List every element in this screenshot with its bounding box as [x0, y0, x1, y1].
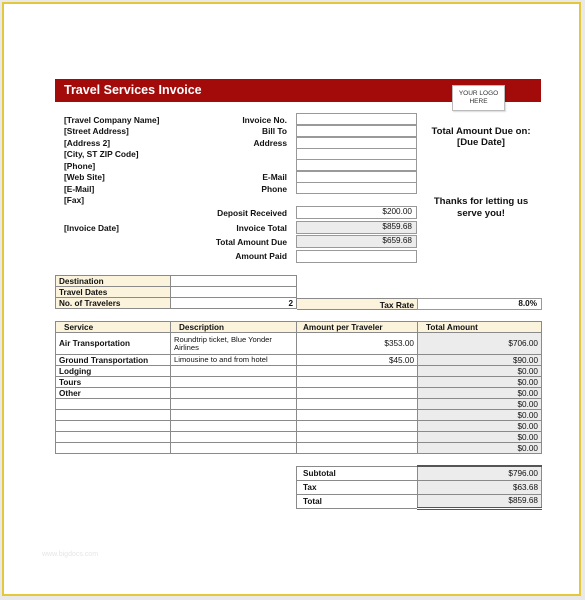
amount-due-label: Total Amount Due on:: [431, 126, 531, 137]
logo-placeholder: [452, 85, 505, 111]
thanks-line-2: serve you!: [457, 208, 505, 219]
invoice-total-value: $859.68: [296, 221, 417, 234]
travelers-field[interactable]: 2: [171, 298, 297, 309]
due-date: [Due Date]: [457, 137, 505, 148]
header-total-amount: Total Amount: [418, 322, 542, 333]
row-description[interactable]: [171, 421, 297, 432]
row-total-amount: $0.00: [418, 366, 542, 377]
table-row: [56, 377, 542, 388]
thanks-line-1: Thanks for letting us: [433, 196, 529, 207]
amount-paid-value[interactable]: [296, 250, 417, 263]
title-bar: [55, 79, 541, 105]
row-description[interactable]: [171, 399, 297, 410]
label-amount-paid: Amount Paid: [235, 251, 287, 261]
trip-table: [55, 275, 297, 309]
row-service: [56, 410, 171, 421]
label-phone: Phone: [261, 184, 287, 194]
row-amount-per-traveler[interactable]: [297, 410, 418, 421]
table-row: [56, 399, 542, 410]
destination-label: Destination: [56, 276, 171, 287]
travel-dates-field[interactable]: [171, 287, 297, 298]
company-website: [Web Site]: [64, 172, 105, 182]
header-description: Description: [171, 322, 297, 333]
label-bill-to: Bill To: [262, 126, 287, 136]
label-email: E-Mail: [262, 172, 287, 182]
label-deposit: Deposit Received: [217, 208, 287, 218]
totals-table: [296, 465, 542, 510]
row-description[interactable]: Roundtrip ticket, Blue Yonder Airlines: [171, 333, 297, 355]
label-invoice-total: Invoice Total: [236, 223, 287, 233]
invoice-date: [Invoice Date]: [64, 223, 119, 233]
row-service: Ground Transportation: [56, 355, 171, 366]
subtotal-value: $796.00: [418, 466, 542, 480]
row-description[interactable]: [171, 388, 297, 399]
total-due-value: $659.68: [296, 235, 417, 248]
tax-value: $63.68: [418, 480, 542, 494]
row-total-amount: $90.00: [418, 355, 542, 366]
table-row: [56, 421, 542, 432]
services-table: [55, 321, 542, 454]
bill-to-field[interactable]: [296, 125, 417, 137]
total-row: [297, 494, 542, 508]
logo-line-1: YOUR LOGO: [458, 90, 499, 97]
row-description[interactable]: [171, 432, 297, 443]
row-description[interactable]: [171, 366, 297, 377]
total-value: $859.68: [418, 494, 542, 508]
row-amount-per-traveler[interactable]: [297, 366, 418, 377]
row-service: [56, 432, 171, 443]
travel-dates-label: Travel Dates: [56, 287, 171, 298]
tax-rate-field[interactable]: 8.0%: [417, 298, 542, 310]
watermark: www.bigdocs.com: [42, 551, 99, 558]
header-service: Service: [56, 322, 171, 333]
logo-line-2: HERE: [469, 98, 488, 105]
company-street: [Street Address]: [64, 126, 129, 136]
row-total-amount: $0.00: [418, 421, 542, 432]
label-address: Address: [253, 138, 287, 148]
tax-label: Tax: [297, 480, 418, 494]
travelers-label: No. of Travelers: [56, 298, 171, 309]
row-amount-per-traveler[interactable]: $353.00: [297, 333, 418, 355]
row-total-amount: $706.00: [418, 333, 542, 355]
row-amount-per-traveler[interactable]: [297, 399, 418, 410]
table-row: [56, 366, 542, 377]
address-field-3[interactable]: [296, 159, 417, 171]
tax-rate-label-cell: [297, 298, 417, 310]
company-city: [City, ST ZIP Code]: [64, 149, 139, 159]
tax-rate-label: Tax Rate: [379, 300, 414, 310]
company-name: [Travel Company Name]: [64, 115, 160, 125]
label-invoice-no: Invoice No.: [242, 115, 287, 125]
company-phone: [Phone]: [64, 161, 96, 171]
total-label: Total: [297, 494, 418, 508]
row-amount-per-traveler[interactable]: [297, 432, 418, 443]
invoice-title: Travel Services Invoice: [64, 83, 202, 97]
destination-field[interactable]: [171, 276, 297, 287]
company-email: [E-Mail]: [64, 184, 95, 194]
subtotal-row: [297, 466, 542, 480]
phone-field[interactable]: [296, 182, 417, 194]
header-amount-per-traveler: Amount per Traveler: [297, 322, 418, 333]
row-service: [56, 421, 171, 432]
row-description[interactable]: [171, 443, 297, 454]
row-amount-per-traveler[interactable]: [297, 388, 418, 399]
row-service: Air Transportation: [56, 333, 171, 355]
table-row: [56, 355, 542, 366]
table-row: [56, 443, 542, 454]
row-description[interactable]: Limousine to and from hotel: [171, 355, 297, 366]
row-total-amount: $0.00: [418, 432, 542, 443]
row-amount-per-traveler[interactable]: [297, 377, 418, 388]
label-total-due: Total Amount Due: [215, 237, 287, 247]
table-row: [56, 388, 542, 399]
company-address2: [Address 2]: [64, 138, 111, 148]
row-total-amount: $0.00: [418, 443, 542, 454]
row-service: [56, 399, 171, 410]
row-total-amount: $0.00: [418, 377, 542, 388]
row-amount-per-traveler[interactable]: $45.00: [297, 355, 418, 366]
company-fax: [Fax]: [64, 195, 85, 205]
table-row: [56, 432, 542, 443]
row-service: Lodging: [56, 366, 171, 377]
row-amount-per-traveler[interactable]: [297, 443, 418, 454]
table-row: [56, 333, 542, 355]
row-description[interactable]: [171, 377, 297, 388]
row-total-amount: $0.00: [418, 410, 542, 421]
tax-row: [297, 480, 542, 494]
invoice-no-field[interactable]: [296, 113, 417, 125]
row-total-amount: $0.00: [418, 388, 542, 399]
deposit-value[interactable]: $200.00: [296, 206, 417, 219]
row-service: Tours: [56, 377, 171, 388]
services-header-row: [56, 322, 542, 333]
subtotal-label: Subtotal: [297, 466, 418, 480]
row-service: [56, 443, 171, 454]
row-amount-per-traveler[interactable]: [297, 421, 418, 432]
table-row: [56, 410, 542, 421]
row-description[interactable]: [171, 410, 297, 421]
row-total-amount: $0.00: [418, 399, 542, 410]
row-service: Other: [56, 388, 171, 399]
